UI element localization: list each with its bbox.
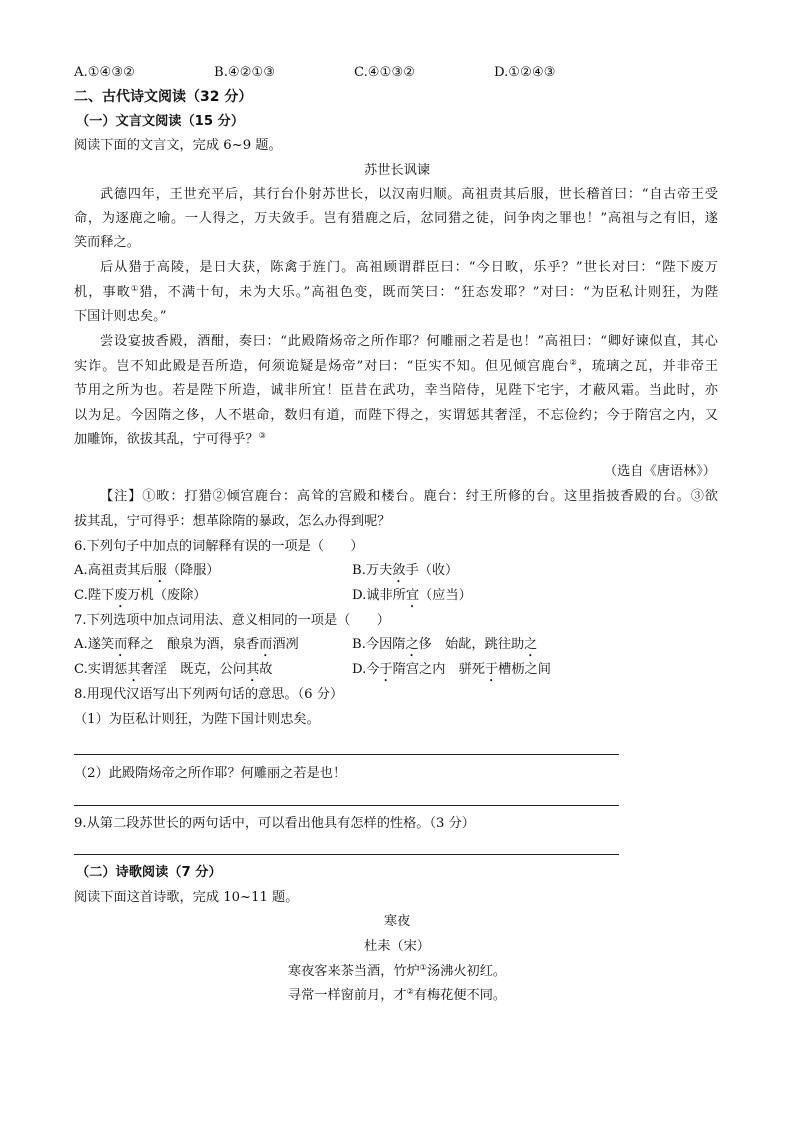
q6-stem: 6.下列句子中加点的词解释有误的一项是（ ） (74, 539, 364, 554)
footnote-1-mark: ① (130, 284, 140, 293)
q7-option-a: A.遂笑而释之 酿泉为酒，泉香而酒冽 (74, 637, 299, 652)
passage-title: 苏世长讽谏 (364, 163, 430, 178)
poem-line-1: 寒夜客来茶当酒，竹炉①汤沸火初红。 (287, 963, 507, 979)
poem-footnote-2-mark: ② (406, 987, 414, 996)
footnote-2-mark: ② (569, 358, 578, 367)
p3-line1: 尝设宴披香殿，酒酣，奏曰：“此殿隋炀帝之所作耶？何雕丽之若是也！”高祖曰：“卿好谏似直，其心 (100, 334, 718, 349)
note-line1: 【注】①畋：打猎②倾宫鹿台：高耸的宫殿和楼台。鹿台：纣王所修的台。这里指披香殿的台。③欲 (100, 489, 718, 504)
poem-title: 寒夜 (383, 914, 411, 929)
q8-sentence-1: （1）为臣私计则狂，为陛下国计则忠矣。 (74, 712, 320, 727)
p3-line5: 加雕饰，欲拔其乱，宁可得乎？③ (74, 431, 266, 447)
p2-line3: 下国计则忠矣。” (74, 309, 167, 324)
poem-line-2: 寻常一样窗前月，才②有梅花便不同。 (287, 987, 507, 1003)
q6-option-d: D.诚非所宜（应当） (352, 588, 472, 603)
part2-instruction: 阅读下面这首诗歌，完成 10~11 题。 (74, 890, 299, 905)
part1-instruction: 阅读下面的文言文，完成 6~9 题。 (74, 138, 282, 153)
option-a-prev: A.①④③② (74, 65, 136, 80)
p2-line1: 后从猎于高陵，是日大获，陈禽于旌门。高祖顾谓群臣曰：“今日畋，乐乎？”世长对曰：“陛下废万 (100, 260, 718, 275)
p1-line3: 笑而释之。 (74, 235, 140, 250)
p3-line2: 实诈。岂不知此殿是吾所造，何须诡疑是炀帝”对曰：“臣实不知。但见倾宫鹿台②，琉璃之瓦，并非帝王 (74, 358, 719, 374)
footnote-3-mark: ③ (258, 431, 266, 440)
poem-footnote-1-mark: ① (419, 963, 427, 972)
q6-option-a: A.高祖责其后服（降服） (74, 563, 220, 578)
p1-line2: 命，为逐鹿之喻。一人得之，万夫敛手。岂有猎鹿之后，忿同猎之徒，问争肉之罪也！”高祖与之有旧，遂 (74, 211, 718, 226)
option-b-prev: B.④②①③ (214, 65, 276, 80)
option-c-prev: C.④①③② (354, 65, 416, 80)
p1-line1: 武德四年，王世充平后，其行台仆射苏世长，以汉南归顺。高祖责其后服，世长稽首曰：“自古帝王受 (100, 187, 718, 202)
q8-answer-line-2[interactable] (74, 805, 619, 806)
q9-answer-line[interactable] (74, 854, 619, 855)
note-line2: 拔其乱，宁可得乎：想革除隋的暴政，怎么办得到呢？ (74, 514, 391, 529)
q8-answer-line-1[interactable] (74, 754, 619, 755)
option-d-prev: D.①②④③ (494, 65, 556, 80)
q6-option-c: C.陛下废万机（废除） (74, 588, 207, 603)
p3-line4: 以为足。今因隋之侈，人不堪命，数归有道，而陛下得之，实谓惩其奢淫，不忘俭约；今于隋宫之内，又 (74, 408, 718, 423)
p3-line3: 节用之所为也。若是陛下所造，诚非所宜！臣昔在武功，幸当陪侍，见陛下宅宇，才蔽风霜。当此时，亦 (74, 383, 718, 398)
q7-option-d: D.今于隋宫之内 骈死于槽枥之间 (352, 662, 551, 677)
q8-sentence-2: （2）此殿隋炀帝之所作耶？何雕丽之若是也！ (74, 766, 347, 781)
q7-option-b: B.今因隋之侈 始龀，跳往助之 (352, 637, 538, 652)
q8-stem: 8.用现代汉语写出下列两句话的意思。（6 分） (74, 687, 344, 702)
poem-author: 杜耒（宋） (364, 939, 430, 954)
q7-option-c: C.实谓惩其奢淫 既克，公问其故 (74, 662, 273, 677)
part2-title: （二）诗歌阅读（7 分） (76, 865, 222, 880)
q9-stem: 9.从第二段苏世长的两句话中，可以看出他具有怎样的性格。（3 分） (74, 816, 475, 831)
section-title: 二、古代诗文阅读（32 分） (74, 89, 253, 105)
q6-option-b: B.万夫敛手（收） (352, 563, 459, 578)
q7-stem: 7.下列选项中加点词用法、意义相同的一项是（ ） (74, 613, 390, 628)
source: （选自《唐语林》） (603, 464, 716, 479)
part1-title: （一）文言文阅读（15 分） (76, 114, 245, 129)
p2-line2: 机，事畋①猎，不满十旬，未为大乐。”高祖色变，既而笑曰：“狂态发耶？”对曰：“为臣私计则狂，为陛 (74, 284, 719, 300)
